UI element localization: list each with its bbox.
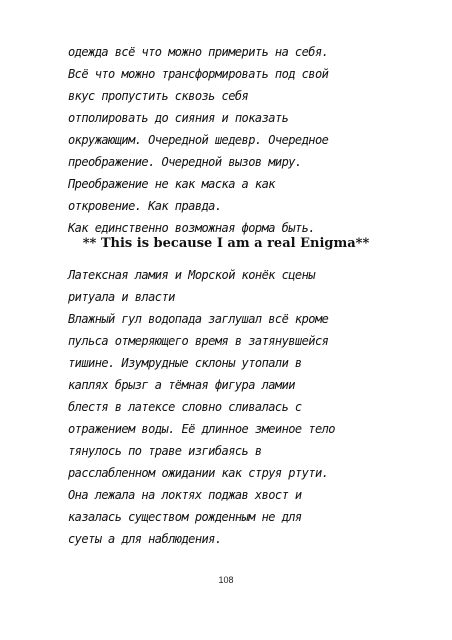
text-line: окружающим. Очередной шедевр. Очередное bbox=[68, 133, 329, 147]
text-line: преображение. Очередной вызов миру. bbox=[68, 155, 302, 169]
text-line: Она лежала на локтях поджав хвост и bbox=[68, 488, 302, 502]
text-line: отполировать до сияния и показать bbox=[68, 111, 289, 125]
text-line: одежда всё что можно примерить на себя. bbox=[68, 45, 329, 59]
text-line: ритуала и власти bbox=[68, 290, 175, 304]
text-line: вкус пропустить сквозь себя bbox=[68, 89, 249, 103]
text-line: блестя в латексе словно сливалась с bbox=[68, 400, 302, 414]
paragraph-ritual bbox=[68, 264, 388, 550]
text-line: Влажный гул водопада заглушал всё кроме bbox=[68, 312, 329, 326]
text-line: Всё что можно трансформировать под свой bbox=[68, 67, 329, 81]
text-line: Как единственно возможная форма быть. bbox=[68, 221, 315, 235]
text-line: Преображение не как маска а как bbox=[68, 177, 275, 191]
text-line: расслабленном ожидании как струя ртути. bbox=[68, 466, 329, 480]
section-heading: ** This is because I am a real Enigma** bbox=[82, 236, 370, 251]
text-line: казалась существом рожденным не для bbox=[68, 510, 302, 524]
text-line: Латексная ламия и Морской конёк сцены bbox=[68, 268, 315, 282]
text-line: тишине. Изумрудные склоны утопали в bbox=[68, 356, 302, 370]
text-line: каплях брызг а тёмная фигура ламии bbox=[68, 378, 295, 392]
text-line: тянулось по траве изгибаясь в bbox=[68, 444, 262, 458]
paragraph-intro bbox=[68, 41, 388, 239]
text-line: суеты а для наблюдения. bbox=[68, 532, 222, 546]
text-line: откровение. Как правда. bbox=[68, 199, 222, 213]
text-line: пульса отмеряющего время в затянувшейся bbox=[68, 334, 329, 348]
text-line: отражением воды. Её длинное змеиное тело bbox=[68, 422, 335, 436]
page-number: 108 bbox=[218, 575, 234, 585]
